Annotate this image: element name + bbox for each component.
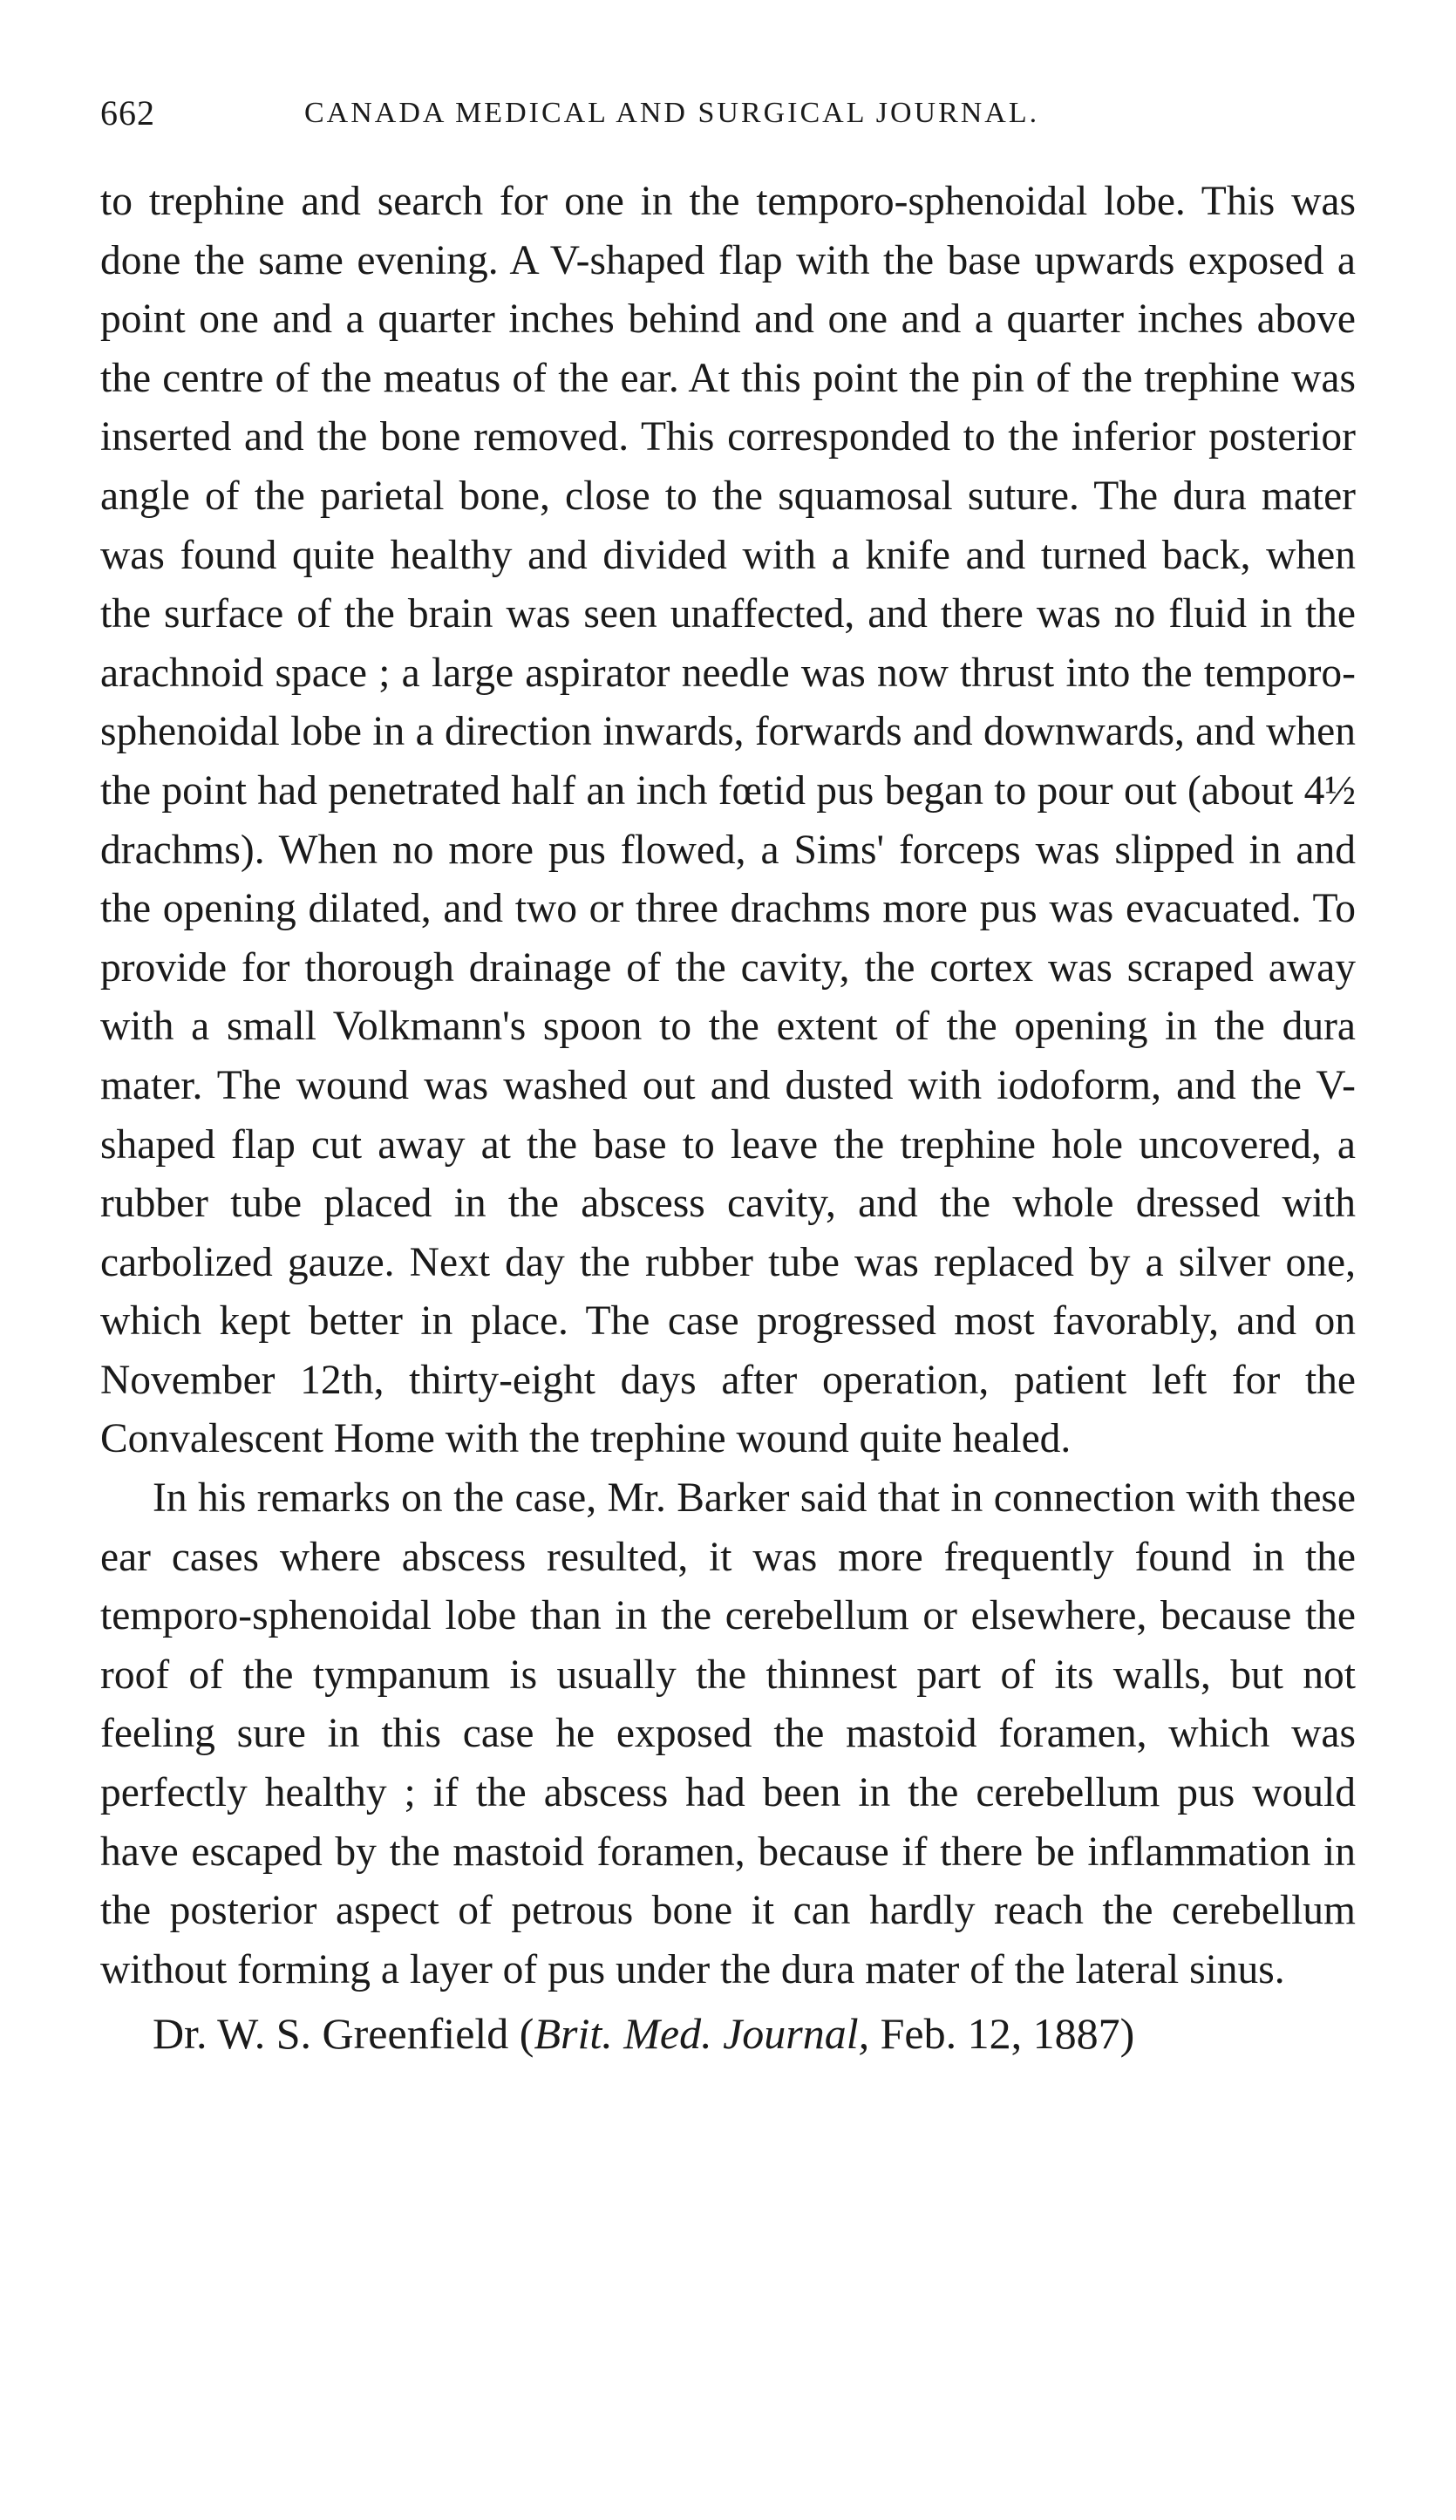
page-number: 662: [100, 93, 155, 133]
citation-source: Brit. Med. Journal,: [534, 2009, 870, 2059]
journal-page: [100, 78, 1356, 2064]
article-body: [100, 173, 1356, 1999]
running-title: CANADA MEDICAL AND SURGICAL JOURNAL.: [304, 97, 1040, 129]
citation-date: Feb. 12, 1887): [880, 2009, 1135, 2059]
citation-line: [100, 2003, 1356, 2064]
page-header: [100, 78, 1356, 148]
citation-author: Dr. W. S. Greenfield: [153, 2009, 509, 2059]
paragraph-remarks: In his remarks on the case, Mr. Barker said that in connection with these ear cases where abscess resulted, it was more frequently found in the temporo-sphenoidal lobe than in the cerebellum or elsewhere, because the roof of the tympanum is usually the thinnest part of its walls, but not feeling sure in this case he exposed the mastoid foramen, which was perfectly healthy ; if the abscess had been in the cerebellum pus would have escaped by the mastoid foramen, because if there be inflammation in the posterior aspect of petrous bone it can hardly reach the cerebellum without forming a layer of pus under the dura mater of the lateral sinus.: [100, 1475, 1356, 1992]
paragraph-case-report: to trephine and search for one in the temporo-sphenoidal lobe. This was done the same evening. A V-shaped flap with the base upwards exposed a point one and a quarter inches behind and one and a quarter inches above the centre of the meatus of the ear. At this point the pin of the trephine was inserted and the bone removed. This corresponded to the inferior posterior angle of the parietal bone, close to the squamosal suture. The dura mater was found quite healthy and divided with a knife and turned back, when the surface of the brain was seen unaffected, and there was no fluid in the arachnoid space ; a large aspirator needle was now thrust into the temporo-sphenoidal lobe in a direction inwards, forwards and downwards, and when the point had penetrated half an inch fœtid pus began to pour out (about 4½ drachms). When no more pus flowed, a Sims' forceps was slipped in and the opening dilated, and two or three drachms more pus was evacuated. To provide for thorough drainage of the cavity, the cortex was scraped away with a small Volkmann's spoon to the extent of the opening in the dura mater. The wound was washed out and dusted with iodoform, and the V-shaped flap cut away at the base to leave the trephine hole uncovered, a rubber tube placed in the abscess cavity, and the whole dressed with carbolized gauze. Next day the rubber tube was replaced by a silver one, which kept better in place. The case progressed most favorably, and on November 12th, thirty-eight days after operation, patient left for the Convalescent Home with the trephine wound quite healed.: [100, 179, 1356, 1462]
citation-open-paren: (: [519, 2009, 534, 2059]
